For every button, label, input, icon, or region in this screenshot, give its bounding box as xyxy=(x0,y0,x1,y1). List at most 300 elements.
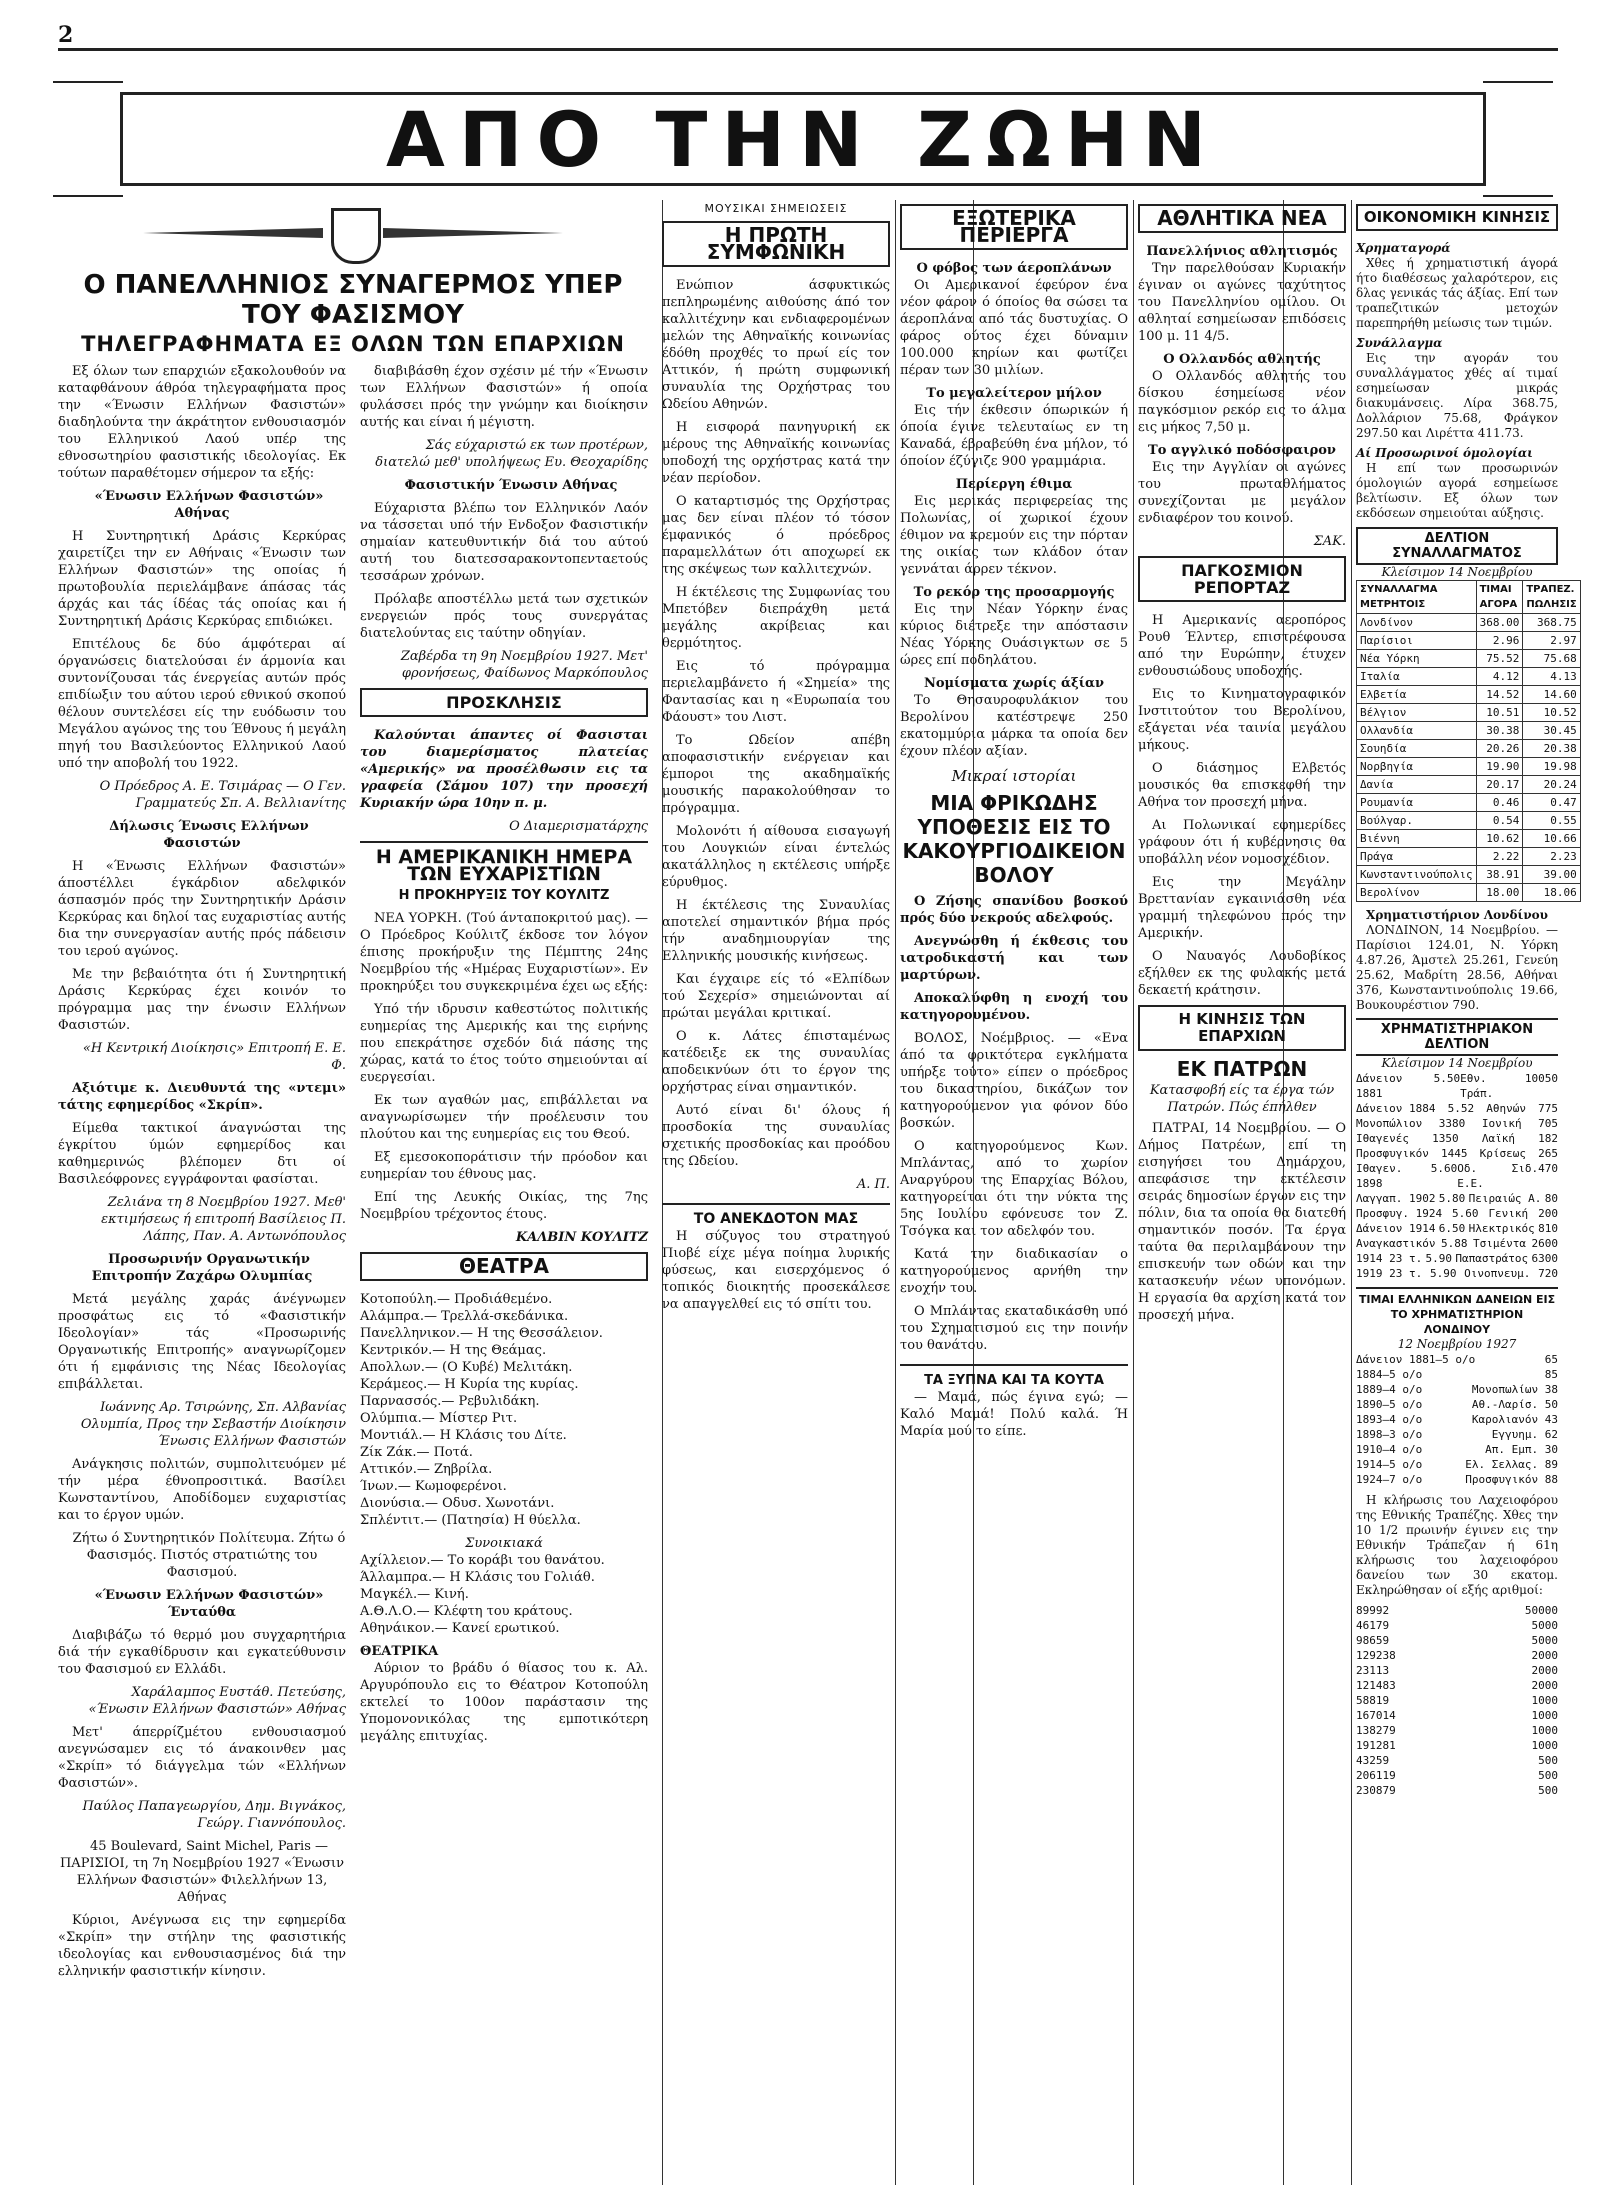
fx-cell: 19.90 xyxy=(1476,758,1523,776)
bourse-row-cell: 1350 xyxy=(1432,1132,1459,1145)
paragraph: Ενώπιον άσφυκτικώς πεπληρωμένης αιθούσης άπό τον καλλιτέχνην και ενδιαφερομένων μελών της Αθηναϊκής κοινωνίας έδόθη προχθές το πρωί είς τον Αττικόν, ή πρώτη συμφωνική συναυλία της Ορχήστρας του Ωδείου Αθηνών. xyxy=(662,278,890,412)
theatre-line: Πανελληνικον.— Η της Θεσσάλειον. xyxy=(360,1326,603,1341)
bourse-row-cell: 1919 23 τ. xyxy=(1356,1267,1423,1280)
paragraph: «Ένωσιν Ελλήνων Φασιστών» Ένταύθα xyxy=(94,1588,324,1620)
signature: Ιωάννης Αρ. Τσιρώνης, Σπ. Αλβανίας Ολυμπία, Προς την Σεβαστήν Διοίκησιν Ένωσις Ελλήνων Φασιστών xyxy=(80,1400,346,1449)
cinema-title: Συνοικιακά xyxy=(465,1536,543,1551)
loan-row xyxy=(1356,1427,1558,1442)
theatre-line: Αλάμπρα.— Τρελλά-σκεδάνικα. xyxy=(360,1309,569,1324)
draw-row-cell: 500 xyxy=(1538,1784,1558,1797)
paragraph: Η επί των προσωρινών όμολογιών αγορά εσημείωσε βελτίωσιν. Εξ όλων των εκδόσεων σημειούται αύξησις. xyxy=(1356,461,1558,520)
draw-row-cell: 50000 xyxy=(1524,1604,1558,1617)
fx-cell: 368.75 xyxy=(1523,614,1580,632)
bourse-row-cell: 10050 xyxy=(1524,1072,1558,1085)
paragraph: Ανάγκησις πολιτών, συμπολιτευόμεν μέ τήν μέρα έθνοπροσιτικά. Βασίλει Κωνσταντίνου, Αποδίδομεν ευχαριστίας και το έργον υμών. xyxy=(58,1457,346,1523)
fx-cell: 4.12 xyxy=(1476,668,1523,686)
curiosity-heading: Το ρεκόρ της προσαρμογής xyxy=(913,585,1115,600)
paragraph: Εις την Αγγλίαν οι αγώνες του πρωταθλήματος συνεχίζονται με μεγάλον ενδιαφέρον του κοινού. xyxy=(1138,460,1346,526)
bourse-row-cell: Λαγγαπ. 1902 xyxy=(1356,1192,1436,1205)
paragraph: Η «Ένωσις Ελλήνων Φασιστών» άποστέλλει έγκάρδιον αδελφικόν άσπασμόν πρός την Συντηρητικήν Δράσιν Κερκύρας και δηλοί τας ευχαριστίας αυτής δια την συνεργασίαν αυτής πρός πάδεισιν του ιερού αγώνος. xyxy=(58,859,346,959)
column-curiosities xyxy=(900,200,1128,2190)
draw-row-cell: 230879 xyxy=(1356,1784,1396,1797)
draw-row-cell: 500 xyxy=(1538,1754,1558,1767)
loan-row-cell: Αθ.-Λαρίσ. 50 xyxy=(1471,1398,1558,1411)
fx-row xyxy=(1357,794,1581,812)
paragraph: Εις τό πρόγραμμα περιελαμβάνετο ή «Σημεία» της Φαντασίας και η «Ευρωπαία του Φάουστ» του Λιστ. xyxy=(662,659,890,725)
paragraph: Μετά μεγάλης χαράς άνέγνωμεν προσφάτως εις τό «Φασιστικήν Ιδεολογίαν» τάς «Προσωρινής Οργανωτικής Επιτροπής» αναγνωρίζομεν ότι ή εμφάνισις της Νέας Ιδεολογίας επιβάλλεται. xyxy=(58,1292,346,1392)
cinema-line: Α.Θ.Λ.Ο.— Κλέφτη του κράτους. xyxy=(360,1604,573,1619)
fx-row xyxy=(1357,614,1581,632)
draw-row xyxy=(1356,1618,1558,1633)
loan-row xyxy=(1356,1472,1558,1487)
paragraph: Εύχαριστα βλέπω τον Ελληνικόν Λαόν να τάσσεται υπό τήν Ενδοξον Φασιστικήν σημαίαν κατευθυντικήν διά του αύτού αυτή του διατεσσαρακοντοπενταετούς τεσσάρων χρόνων. xyxy=(360,501,648,584)
bourse-title: ΧΡΗΜΑΤΙΣΤΗΡΙΑΚΟΝ ΔΕΛΤΙΟΝ xyxy=(1356,1018,1558,1056)
theatre-line: Σπλέντιτ.— (Πατησία) Η θύελλα. xyxy=(360,1513,581,1528)
fx-cell: Ιταλία xyxy=(1357,668,1477,686)
fx-cell: 0.47 xyxy=(1523,794,1580,812)
draw-row-cell: 58819 xyxy=(1356,1694,1390,1707)
loan-row-cell: 1910—4 ο/ο xyxy=(1356,1443,1423,1456)
column-finance xyxy=(1356,200,1577,2190)
fx-cell: 2.23 xyxy=(1523,848,1580,866)
paragraph: Η έκτέλεσις της Συναυλίας αποτελεί σημαντικόν βήμα πρός τήν αναδημιουργίαν της Ελληνικής μουσικής κινήσεως. xyxy=(662,898,890,964)
finance-heading: Αί Προσωρινοί όμολογίαι xyxy=(1356,446,1533,460)
fx-cell: 19.98 xyxy=(1523,758,1580,776)
loan-row xyxy=(1356,1367,1558,1382)
paragraph: Ο διάσημος Ελβετός μουσικός θα επισκεφθή την Αθήνα τον προσεχή μήνα. xyxy=(1138,761,1346,810)
signature: ΚΑΛΒΙΝ ΚΟΥΛΙΤΖ xyxy=(515,1230,648,1245)
bourse-row xyxy=(1356,1131,1558,1146)
draw-row-cell: 2000 xyxy=(1531,1679,1558,1692)
theatre-line: Ίνων.— Κωμοφερένοι. xyxy=(360,1479,507,1494)
paragraph: Αι Πολωνικαί εφημερίδες γράφουν ότι ή κυβέρνησις θα υποβάλλη νέον νομοσχέδιον. xyxy=(1138,818,1346,867)
paragraph: Αυτό είναι δι' όλους ή προσδοκία της συναυλίας σχετικής προσδοκίας και προόδου της Ωδείου. xyxy=(662,1103,890,1169)
top-rule xyxy=(58,48,1558,51)
fx-cell: 75.52 xyxy=(1476,650,1523,668)
fx-cell: Δανία xyxy=(1357,776,1477,794)
draw-row-cell: 46179 xyxy=(1356,1619,1390,1632)
paragraph: Εις την αγοράν του συναλλάγματος χθές αί τιμαί εσημείωσαν μικράς διακυμάνσεις. Λίρα 368.75, Δολλάριον 75.68, Φράγκον 297.50 και Λιρέττα 411.73. xyxy=(1356,351,1558,440)
fx-cell: 20.17 xyxy=(1476,776,1523,794)
bourse-row xyxy=(1356,1206,1558,1221)
paragraph: Ο Μπλάντας εκαταδικάσθη υπό του Σχηματισμού εις την ποινήν του θανάτου. xyxy=(900,1304,1128,1353)
draw-row-cell: 1000 xyxy=(1531,1739,1558,1752)
fx-header: ΤΡΑΠΕΖ. ΠΩΛΗΣΙΣ xyxy=(1523,581,1580,614)
bourse-row-cell: Κρίσεως xyxy=(1479,1147,1526,1160)
draw-row xyxy=(1356,1603,1558,1618)
signature: Παύλος Παπαγεωργίου, Δημ. Βιγνάκος, Γεώργ. Γιαννόπουλος. xyxy=(82,1799,346,1831)
bourse-row-cell: 265 xyxy=(1538,1147,1558,1160)
bourse-row-cell: 3380 xyxy=(1438,1117,1466,1130)
loan-row xyxy=(1356,1457,1558,1472)
loan-row-cell: Καρολιανόν 43 xyxy=(1471,1413,1558,1426)
signature: Σάς εύχαριστώ εκ των προτέρων, διατελώ μεθ' υπολήψεως Ευ. Θεοχαρίδης xyxy=(375,438,648,470)
finance-heading: Χρηματαγορά xyxy=(1356,241,1451,255)
paragraph: Αύριον το βράδυ ό θίασος του κ. Αλ. Αργυρόπουλο εις το Θέατρον Κοτοπούλη εκτελεί το 100ον παράστασιν της Υπομονονικόλας της εμποτικότερη μεγάλης επιτυχίας. xyxy=(360,1661,648,1744)
paragraph: «Ένωσιν Ελλήνων Φασιστών» Αθήνας xyxy=(94,489,324,521)
paragraph: ΝΕΑ ΥΟΡΚΗ. (Τού άνταποκριτού μας). — Ο Πρόεδρος Κούλιτζ έκδοσε τον λόγον έπισης προκήρυξιν της Πέμπτης 24ης Νοεμβρίου τής «Ημέρας Ευχαριστίων». Εν προκηρύξει του συγκεκριμένα έχει ως εξής: xyxy=(360,911,648,994)
draw-row xyxy=(1356,1648,1558,1663)
loan-row-cell: 1898—3 ο/ο xyxy=(1356,1428,1423,1441)
patras-subtitle: Κατασφοβή είς τα έργα τών Πατρών. Πώς έπήλθεν xyxy=(1149,1083,1335,1115)
fx-cell: 30.45 xyxy=(1523,722,1580,740)
loans-title: ΤΙΜΑΙ ΕΛΛΗΝΙΚΩΝ ΔΑΝΕΙΩΝ ΕΙΣ ΤΟ ΧΡΗΜΑΤΙΣΤΗΡΙΟΝ ΛΟΝΔΙΝΟΥ xyxy=(1356,1287,1558,1337)
sports-heading: Πανελλήνιος αθλητισμός xyxy=(1146,244,1338,259)
loan-row-cell: 65 xyxy=(1544,1353,1558,1366)
bourse-row-cell: Ηλεκτρικός xyxy=(1468,1222,1535,1235)
draw-row-cell: 206119 xyxy=(1356,1769,1396,1782)
loan-row-cell: Προσφυγικόν 88 xyxy=(1465,1473,1558,1486)
bourse-row-cell: 5.88 xyxy=(1440,1237,1468,1250)
paragraph: Την παρελθούσαν Κυριακήν έγιναν οι αγώνες ταχύτητος του Πανελληνίου ομίλου. Οι αθληταί εσημείωσαν επιδόσεις 100 μ. 11 4/5. xyxy=(1138,261,1346,344)
paragraph: Με την βεβαιότητα ότι ή Συντηρητική Δράσις Κερκύρας έχει κοινόν το πρόγραμμα μας την ένωσιν Ελλήνων Φασιστών. xyxy=(58,967,346,1033)
paragraph: 45 Boulevard, Saint Michel, Paris — ΠΑΡΙΣΙΟΙ, τη 7η Νοεμβρίου 1927 «Ένωσιν Ελλήνων Φασιστών» Φιλελλήνων 13, Αθήνας xyxy=(59,1839,345,1905)
paragraph: Η έκτέλεσις της Συμφωνίας του Μπετόβεν διεπράχθη μετά μεγάλης ακρίβειας και θερμότητος. xyxy=(662,585,890,651)
bourse-row-cell: Παπαστράτος xyxy=(1455,1252,1529,1265)
fx-cell: Νέα Υόρκη xyxy=(1357,650,1477,668)
theatre-line: Ζίκ Ζάκ.— Ποτά. xyxy=(360,1445,473,1460)
fx-cell: 14.52 xyxy=(1476,686,1523,704)
paragraph: Εκ των αγαθών μας, επιβάλλεται να αναγνωρίσωμεν τήν προέλευσιν του πλούτου και της ευημερίας εις του Θεού. xyxy=(360,1093,648,1142)
jokes-title: ΤΑ ΞΥΠΝΑ ΚΑΙ ΤΑ ΚΟΥΤΑ xyxy=(900,1364,1128,1389)
draw-row xyxy=(1356,1663,1558,1678)
main-subheadline: ΤΗΛΕΓΡΑΦΗΜΑΤΑ ΕΞ ΟΛΩΝ ΤΩΝ ΕΠΑΡΧΙΩΝ xyxy=(81,332,625,356)
loan-row-cell: 1890—5 ο/ο xyxy=(1356,1398,1423,1411)
draw-row xyxy=(1356,1678,1558,1693)
curiosity-heading: Περίεργη έθιμα xyxy=(955,477,1073,492)
paragraph: Επί της Λευκής Οικίας, της 7ης Νοεμβρίου τρέχοντος έτους. xyxy=(360,1190,648,1222)
fx-cell: 30.38 xyxy=(1476,722,1523,740)
draw-list xyxy=(1356,1603,1558,1798)
loan-row-cell: 1884—5 ο/ο xyxy=(1356,1368,1423,1381)
bourse-row xyxy=(1356,1266,1558,1281)
draw-row-cell: 500 xyxy=(1538,1769,1558,1782)
fx-cell: 0.55 xyxy=(1523,812,1580,830)
bourse-row-cell: 5.60 xyxy=(1452,1207,1479,1220)
draw-row xyxy=(1356,1723,1558,1738)
bourse-row-cell: 5.60 xyxy=(1430,1162,1458,1175)
bourse-row-cell: Τσιμέντα xyxy=(1472,1237,1526,1250)
fascism-left-text xyxy=(58,363,346,1986)
loans-date: 12 Νοεμβρίου 1927 xyxy=(1397,1337,1517,1351)
masthead-title: ΑΠΟ ΤΗΝ ΖΩΗΝ xyxy=(386,94,1220,184)
fx-cell: 38.91 xyxy=(1476,866,1523,884)
paragraph: Εις την Μεγάλην Βρεττανίαν εγκαινιάσθη νέα γραμμή τηλεφώνου πρός την Αμερικήν. xyxy=(1138,875,1346,941)
loan-row xyxy=(1356,1382,1558,1397)
draw-row xyxy=(1356,1753,1558,1768)
bourse-row-cell: Ιονική xyxy=(1481,1117,1522,1130)
bourse-row-cell: 1445 xyxy=(1440,1147,1468,1160)
loan-row-cell: 1889—4 ο/ο xyxy=(1356,1383,1423,1396)
bourse-row-cell: 2600 xyxy=(1531,1237,1558,1250)
loan-row-cell: Απ. Εμπ. 30 xyxy=(1485,1443,1558,1456)
fx-cell: 2.97 xyxy=(1523,632,1580,650)
finance-title: ΟΙΚΟΝΟΜΙΚΗ ΚΙΝΗΣΙΣ xyxy=(1356,204,1558,231)
theatre-line: Κεντρικόν.— Η της Θεάμας. xyxy=(360,1343,547,1358)
bourse-row-cell: 5.52 xyxy=(1447,1102,1475,1115)
fx-cell: 14.60 xyxy=(1523,686,1580,704)
draw-row xyxy=(1356,1693,1558,1708)
fx-cell: 20.24 xyxy=(1523,776,1580,794)
paragraph: Υπό τήν ιδρυσιν καθεστώτος πολιτικής ευημερίας της Αμερικής και της ειρήνης που επεκράτησε σχεδόν διά πάσης της χώρας, κατά το έτος τούτο σημειούνται αί ευεργεσίαι. xyxy=(360,1002,648,1085)
bourse-row xyxy=(1356,1101,1558,1116)
bourse-row-cell: 775 xyxy=(1538,1102,1558,1115)
fx-row xyxy=(1357,776,1581,794)
fx-cell: Ολλανδία xyxy=(1357,722,1477,740)
paragraph: Εις μερικάς περιφερείας της Πολωνίας, οί χωρικοί έχουν έθιμον να κρεμούν εις την πόρταν της οικίας των κλάδον όταν γεννάται άρρεν τέκνον. xyxy=(900,494,1128,577)
paragraph: Μετ' άπερρίζμέτου ενθουσιασμού ανεγνώσαμεν εις τό άνακοινθεν μας «Σκρίπ» τό διάγγελμα τών «Ελλήνων Φασιστών». xyxy=(58,1725,346,1791)
fx-row xyxy=(1357,848,1581,866)
bourse-row-cell: Ιθαγενές xyxy=(1356,1132,1409,1145)
draw-row-cell: 1000 xyxy=(1531,1694,1558,1707)
loan-row-cell: Εγγυημ. 62 xyxy=(1491,1428,1558,1441)
bourse-row xyxy=(1356,1221,1558,1236)
signature: Ζαβέρδα τη 9η Νοεμβρίου 1927. Μετ' φρονήσεως, Φαίδωνος Μαρκόπουλος xyxy=(400,649,648,681)
fx-subtitle: Κλείσιμον 14 Νοεμβρίου xyxy=(1381,565,1533,579)
signature: Ο Πρόεδρος Α. Ε. Τσιμάρας — Ο Γεν. Γραμματεύς Σπ. Α. Βελλιανίτης xyxy=(99,779,346,811)
fx-cell: 0.46 xyxy=(1476,794,1523,812)
fx-cell: 2.22 xyxy=(1476,848,1523,866)
thanksgiving-subhead: Η ΠΡΟΚΗΡΥΞΙΣ ΤΟΥ ΚΟΥΛΙΤΖ xyxy=(398,888,610,903)
fx-cell: Λονδίνον xyxy=(1357,614,1477,632)
fx-cell: 2.96 xyxy=(1476,632,1523,650)
fx-cell: 20.26 xyxy=(1476,740,1523,758)
draw-row-cell: 5000 xyxy=(1531,1619,1558,1632)
fx-cell: 10.51 xyxy=(1476,704,1523,722)
fx-row xyxy=(1357,758,1581,776)
draw-row-cell: 167014 xyxy=(1356,1709,1396,1722)
cinema-line: Αθηνάικον.— Κανεί ερωτικού. xyxy=(360,1621,560,1636)
theatre-listings xyxy=(360,1291,648,1529)
draw-row-cell: 5000 xyxy=(1531,1634,1558,1647)
paragraph: Δήλωσις Ένωσις Ελλήνων Φασιστών xyxy=(109,819,309,851)
fx-header: ΤΙΜΑΙ ΑΓΟΡΑ xyxy=(1476,581,1523,614)
loan-row xyxy=(1356,1442,1558,1457)
draw-row xyxy=(1356,1738,1558,1753)
fx-row xyxy=(1357,884,1581,902)
signature: «Η Κεντρική Διοίκησις» Επιτροπή Ε. Ε. Φ. xyxy=(82,1041,346,1073)
loan-row xyxy=(1356,1412,1558,1427)
bourse-row-cell: Αθηνών xyxy=(1486,1102,1526,1115)
fx-cell: Πράγα xyxy=(1357,848,1477,866)
fx-row xyxy=(1357,668,1581,686)
loan-row-cell: 1914—5 ο/ο xyxy=(1356,1458,1423,1471)
fx-row xyxy=(1357,812,1581,830)
loans-list xyxy=(1356,1352,1558,1487)
column-divider xyxy=(895,200,896,2185)
bourse-row-cell: Γενική xyxy=(1488,1207,1529,1220)
draw-row-cell: 191281 xyxy=(1356,1739,1396,1752)
music-title: Η ΠΡΩΤΗ ΣΥΜΦΩΝΙΚΗ xyxy=(662,221,890,267)
paragraph: Και έγχαιρε είς τό «Ελπίδων τού Σεχερίσ» σημειώνονται αί πρώται μεγάλαι κριτικαί. xyxy=(662,972,890,1021)
main-headline: Ο ΠΑΝΕΛΛΗΝΙΟΣ ΣΥΝΑΓΕΡΜΟΣ ΥΠΕΡ ΤΟΥ ΦΑΣΙΣΜΟΥ xyxy=(83,270,623,330)
signature: Ζελιάνα τη 8 Νοεμβρίου 1927. Μεθ' εκτιμήσεως ή επιτροπή Βασίλειος Π. Λάπης, Παν. Α. Αντωνόπουλος xyxy=(101,1195,346,1244)
paragraph: Εις τήν έκθεσιν όπωρικών ή όποία έγινε τελευταίως εν τη Καναδά, έβραβεύθη ένα μήλον, τό όποίον έζύγιζε 900 γραμμάρια. xyxy=(900,403,1128,469)
sports-heading: Το αγγλικό ποδόσφαιρον xyxy=(1148,443,1336,458)
fx-cell: 20.38 xyxy=(1523,740,1580,758)
bourse-row-cell: Ιθαγεν. 1898 xyxy=(1356,1162,1403,1190)
signature: Α. Π. xyxy=(856,1177,890,1192)
bourse-subtitle: Κλείσιμον 14 Νοεμβρίου xyxy=(1381,1056,1533,1070)
paragraph: Φασιστικήν Ένωσιν Αθήνας xyxy=(404,478,618,493)
paragraph: Κύριοι, Ανέγνωσα εις την εφημερίδα «Σκρίπ» την στήλην της φασιστικής ιδεολογίας και ενθουσιασμένος διά την ελληνικήν φασιστικήν κίνησιν. xyxy=(58,1913,346,1979)
bourse-row xyxy=(1356,1071,1558,1101)
paragraph: Αποκαλύφθη η ενοχή του κατηγορουμένου. xyxy=(900,991,1128,1023)
loan-row-cell: 85 xyxy=(1544,1368,1558,1381)
bourse-row xyxy=(1356,1161,1558,1191)
draw-row-cell: 98659 xyxy=(1356,1634,1390,1647)
paragraph: Διαβιβάζω τό θερμό μου συγχαρητήρια διά τήν εγκαθίδρυσιν και εγκατεύθυνσιν του Φασισμού εν Ελλάδι. xyxy=(58,1628,346,1677)
fx-cell: Ρουμανία xyxy=(1357,794,1477,812)
curiosity-heading: Το μεγαλείτερον μήλον xyxy=(926,386,1102,401)
loan-row-cell: 1893—4 ο/ο xyxy=(1356,1413,1423,1426)
paragraph: Ο Ζήσης σπανίδου βοσκού πρός δύο νεκρούς αδελφούς. xyxy=(900,894,1128,926)
fx-title: ΔΕΛΤΙΟΝ ΣΥΝΑΛΛΑΓΜΑΤΟΣ xyxy=(1356,527,1558,565)
bourse-row-cell: Μονοπώλιον xyxy=(1356,1117,1423,1130)
cinema-line: Μαγκέλ.— Κινή. xyxy=(360,1587,469,1602)
paragraph: Χθες ή χρηματιστική άγορά ήτο διαθέσεως χαλαρότερον, εις δλας γενικάς τάς άξίας. Επί των τραπεζιτικών μετοχών παρεπηρήθη μείωσις των τιμών. xyxy=(1356,256,1558,330)
bourse-row-cell: 5.90 xyxy=(1425,1252,1453,1265)
world-report-title: ΠΑΓΚΟΣΜΙΟΝ ΡΕΠΟΡΤΑΖ xyxy=(1138,556,1346,602)
theatre-line: Παρνασσός.— Ρεβυλιδάκη. xyxy=(360,1394,540,1409)
bourse-row-cell: 5.80 xyxy=(1438,1192,1466,1205)
paragraph: Ο καταρτισμός της Ορχήστρας μας δεν είναι πλέον τό τόσον έμφανικός ό πρόεδρος παραμελλάτων ότι αποχωρεί εκ της σκέψεως των καλλιτεχνών. xyxy=(662,494,890,577)
theatre-line: Κεράμεος.— Η Κυρία της κυρίας. xyxy=(360,1377,579,1392)
bourse-row-cell: 1914 23 τ. xyxy=(1356,1252,1423,1265)
fx-cell: 39.00 xyxy=(1523,866,1580,884)
signature: ΣΑΚ. xyxy=(1313,534,1346,549)
draw-row xyxy=(1356,1768,1558,1783)
paragraph: Ανεγνώσθη ή έκθεσις του ιατροδικαστή και των μαρτύρων. xyxy=(900,934,1128,983)
theatre-line: Απολλων.— (Ο Κυβέ) Μελιτάκη. xyxy=(360,1360,573,1375)
cinema-line: Άλλαμπρα.— Η Κλάσις του Γολιάθ. xyxy=(360,1570,595,1585)
paragraph: Πρόλαβε αποστέλλω μετά των σχετικών ενεργειών πρός τους συνεργάτας διατελούντας εις ταύτην οδηγίαν. xyxy=(360,592,648,641)
fx-header: ΣΥΝΑΛΛΑΓΜΑ ΜΕΤΡΗΤΟΙΣ xyxy=(1357,581,1477,614)
draw-row-cell: 43259 xyxy=(1356,1754,1390,1767)
fx-cell: 368.00 xyxy=(1476,614,1523,632)
paragraph: Η κλήρωσις του Λαχειοφόρου της Εθνικής Τραπέζης. Χθες την 10 1/2 πρωινήν έγινεν εις την Εθνικήν Τράπεζαν ή 61η κλήρωσις του λαχειοφόρου δανείου των 30 εκατομ. Εκληρώθησαν οί εξής αριθμοί: xyxy=(1356,1493,1558,1597)
theatrika-title: ΘΕΑΤΡΙΚΑ xyxy=(360,1644,439,1659)
bourse-row-cell: Δάνειον 1914 xyxy=(1356,1222,1436,1235)
fx-row xyxy=(1357,632,1581,650)
bourse-row xyxy=(1356,1236,1558,1251)
paragraph: Προσωρινήν Οργανωτικήν Επιτροπήν Ζαχάρω Ολυμπίας xyxy=(91,1252,313,1284)
paragraph: Εις την Νέαν Υόρκην ένας κύριος διέτρεξε την απόστασιν Νέας Υόρκης Ουάσιγκτων σε 5 ώρες επί ποδηλάτου. xyxy=(900,602,1128,668)
fx-cell: Κωνσταντινούπολις xyxy=(1357,866,1477,884)
invitation-title: ΠΡΟΣΚΛΗΣΙΣ xyxy=(360,688,648,717)
paragraph: ΛΟΝΔΙΝΟΝ, 14 Νοεμβρίου. — Παρίσιοι 124.01, Ν. Υόρκη 4.87.26, Άμστελ 25.261, Γενεύη 25.62, Μαδρίτη 28.56, Αθήναι 376, Κωνσταντινούπολις 19.66, Βουκουρέστιον 790. xyxy=(1356,923,1558,1012)
curiosities-title: ΕΞΩΤΕΡΙΚΑ ΠΕΡΙΕΡΓΑ xyxy=(900,204,1128,250)
paragraph: διαβιβάσθη έχον σχέσιν μέ τήν «Ένωσιν των Ελλήνων Φασιστών» ή οποία φυλάσσει πρός την γνώμην και διοίκησιν αυτής και είναι ή μέγιστη. xyxy=(360,364,648,430)
draw-row xyxy=(1356,1783,1558,1798)
bourse-row-cell: 182 xyxy=(1538,1132,1558,1145)
fx-cell: Βερολίνον xyxy=(1357,884,1477,902)
paragraph: Η Συντηρητική Δράσις Κερκύρας χαιρετίζει την εν Αθήναις «Ένωσιν των Ελλήνων Φασιστών» της οποίας ή πρωτοβουλία περιελάμβανε άπάσας τάς άρχάς και τάς ίδέας τάς οποίας και ή Συντηρητική Δράσις Κερκύρας επιδιώκει. xyxy=(58,529,346,629)
bourse-row-cell: 470 xyxy=(1538,1162,1558,1175)
loan-row-cell: 1924—7 ο/ο xyxy=(1356,1473,1423,1486)
column-divider xyxy=(1133,200,1134,2185)
theatre-title: ΘΕΑΤΡΑ xyxy=(360,1252,648,1281)
theatre-line: Μοντιάλ.— Η Κλάσις του Δίτε. xyxy=(360,1428,567,1443)
fx-cell: Βέλγιον xyxy=(1357,704,1477,722)
loan-row xyxy=(1356,1397,1558,1412)
fx-cell: Σουηδία xyxy=(1357,740,1477,758)
sports-title: ΑΘΛΗΤΙΚΑ ΝΕΑ xyxy=(1138,204,1346,233)
loan-row-cell: Μονοπωλίων 38 xyxy=(1471,1383,1558,1396)
story-headline: ΜΙΑ ΦΡΙΚΩΔΗΣ ΥΠΟΘΕΣΙΣ ΕΙΣ ΤΟ ΚΑΚΟΥΡΓΙΟΔΙΚΕΙΟΝ ΒΟΛΟΥ xyxy=(902,791,1126,887)
loan-row-cell: Ελ. Σελλας. 89 xyxy=(1465,1458,1558,1471)
theatre-line: Διονύσια.— Οδυσ. Χωνοτάνι. xyxy=(360,1496,555,1511)
draw-row xyxy=(1356,1708,1558,1723)
london-title: Χρηματιστήριον Λονδίνου xyxy=(1366,908,1548,922)
fx-cell: 75.68 xyxy=(1523,650,1580,668)
fx-cell: 4.13 xyxy=(1523,668,1580,686)
masthead-banner xyxy=(120,92,1486,186)
signature: Ο Διαμερισματάρχης xyxy=(509,819,648,834)
sports-heading: Ο Ολλανδός αθλητής xyxy=(1163,352,1321,367)
fx-row xyxy=(1357,722,1581,740)
curiosity-heading: Νομίσματα χωρίς άξίαν xyxy=(923,676,1105,691)
bourse-row-cell: 5.50 xyxy=(1433,1072,1461,1085)
draw-row-cell: 23113 xyxy=(1356,1664,1390,1677)
fx-row xyxy=(1357,704,1581,722)
signature: Χαράλαμπος Ευστάθ. Πετεύσης, «Ένωσιν Ελλήνων Φασιστών» Αθήνας xyxy=(88,1685,346,1717)
bourse-row-cell: Προσφυγικόν xyxy=(1356,1147,1429,1160)
bourse-list xyxy=(1356,1071,1558,1281)
bourse-row-cell: Οινοπνευμ. xyxy=(1464,1267,1531,1280)
draw-row-cell: 2000 xyxy=(1531,1649,1558,1662)
finance-heading: Συνάλλαγμα xyxy=(1356,336,1443,350)
column-fascism xyxy=(58,200,648,2190)
paragraph: ΠΑΤΡΑΙ, 14 Νοεμβρίου. — Ο Δήμος Πατρέων, επί τη εισηγήσει του Δημάρχου, απεφάσισε την εκτέλεσιν σειράς δημοσίων έργων εις την πόλιν, δια τα οποία θα διατεθή σημαντικόν ποσόν. Τα έργα ταύτα θα περιλαμβάνουν την επισκευήν των οδών και την κατασκευήν νέων υπονόμων. Η εργασία θα αρχίση κατά τον προσεχή μήνα. xyxy=(1138,1121,1346,1323)
draw-row-cell: 138279 xyxy=(1356,1724,1396,1737)
draw-row-cell: 121483 xyxy=(1356,1679,1396,1692)
paragraph: Εξ όλων των επαρχιών εξακολουθούν να καταφθάνουν άθρόα τηλεγραφήματα προς την «Ένωσιν Ελλήνων Φασιστών» διαδηλούντα την άκράτητον ενθουσιασμόν του Ελληνικού Λαού υπέρ της εθνοσωτηρίου φασιστικής ιδεολογίας. Εκ τούτων παραθέτομεν σήμερον τα εξής: xyxy=(58,364,346,481)
paragraph: Εις το Κινηματογραφικόν Ινστιτούτον του Βερολίνου, εξάγεται νέα ταινία μεγάλου μήκους. xyxy=(1138,687,1346,753)
paragraph: — Μαμά, πώς έγινα εγώ; — Καλό Μαμά! Πολύ καλά. Ή Μαρία μού το είπε. xyxy=(900,1390,1128,1439)
column-divider xyxy=(1351,200,1352,2185)
fx-cell: 18.00 xyxy=(1476,884,1523,902)
paragraph: Μολονότι ή αίθουσα εισαγωγή του Λουγκιών είναι έντελώς ακατάλληλος η εκτέλεσις υπήρξε εύρυθμος. xyxy=(662,824,890,890)
draw-row xyxy=(1356,1633,1558,1648)
paragraph: Κατά την διαδικασίαν ο κατηγορούμενος αρνήθη την ενοχήν του. xyxy=(900,1247,1128,1296)
bourse-row-cell: Δάνειον 1881 xyxy=(1356,1072,1403,1100)
section-label: ΜΟΥΣΙΚΑΙ ΣΗΜΕΙΩΣΕΙΣ xyxy=(704,202,848,215)
fascism-right-text xyxy=(360,363,648,1986)
fx-cell: Βούλγαρ. xyxy=(1357,812,1477,830)
loan-row xyxy=(1356,1352,1558,1367)
bourse-row-cell: Προσφυγ. 1924 xyxy=(1356,1207,1443,1220)
paragraph: Είμεθα τακτικοί άναγνώσται της έγκρίτου ύμών εφημερίδος και καθημερινώς βλέπομεν δτι οί Βασιλεόφρονες εγγράφονται φασίσται. xyxy=(58,1121,346,1187)
theatre-line: Αττικόν.— Ζηβρίλα. xyxy=(360,1462,493,1477)
column-music xyxy=(662,200,890,2190)
bourse-row-cell: Δάνειον 1884 xyxy=(1356,1102,1436,1115)
short-stories-title: Μικραί ιστορίαι xyxy=(951,767,1077,785)
paragraph: Ο Ναυαγός Λουδοβίκος εξήλθεν εκ της φυλακής μετά δεκαετή κράτησιν. xyxy=(1138,949,1346,998)
fx-table-body xyxy=(1357,614,1581,902)
fx-cell: 0.54 xyxy=(1476,812,1523,830)
thanksgiving-headline: Η ΑΜΕΡΙΚΑΝΙΚΗ ΗΜΕΡΑ ΤΩΝ ΕΥΧΑΡΙΣΤΙΩΝ xyxy=(360,841,648,883)
paragraph: Η Αμερικανίς αεροπόρος Ρουθ Έλντερ, επιστρέφουσα από την Ευρώπην, έτυχεν ενθουσιώδους υποδοχής. xyxy=(1138,613,1346,679)
bourse-row-cell: Αναγκαστικόν xyxy=(1356,1237,1436,1250)
fx-row xyxy=(1357,650,1581,668)
fx-cell: 10.52 xyxy=(1523,704,1580,722)
bourse-row xyxy=(1356,1116,1558,1131)
bourse-row-cell: Οδ. Σιδ. Ε.Ε. xyxy=(1457,1162,1539,1190)
fx-cell: Νορβηγία xyxy=(1357,758,1477,776)
paragraph: Η εισφορά πανηγυρική εκ μέρους της Αθηναϊκής κοινωνίας υποδοχή της ορχήστρας κατά την νέαν περίοδον. xyxy=(662,420,890,486)
bourse-row-cell: 705 xyxy=(1538,1117,1558,1130)
